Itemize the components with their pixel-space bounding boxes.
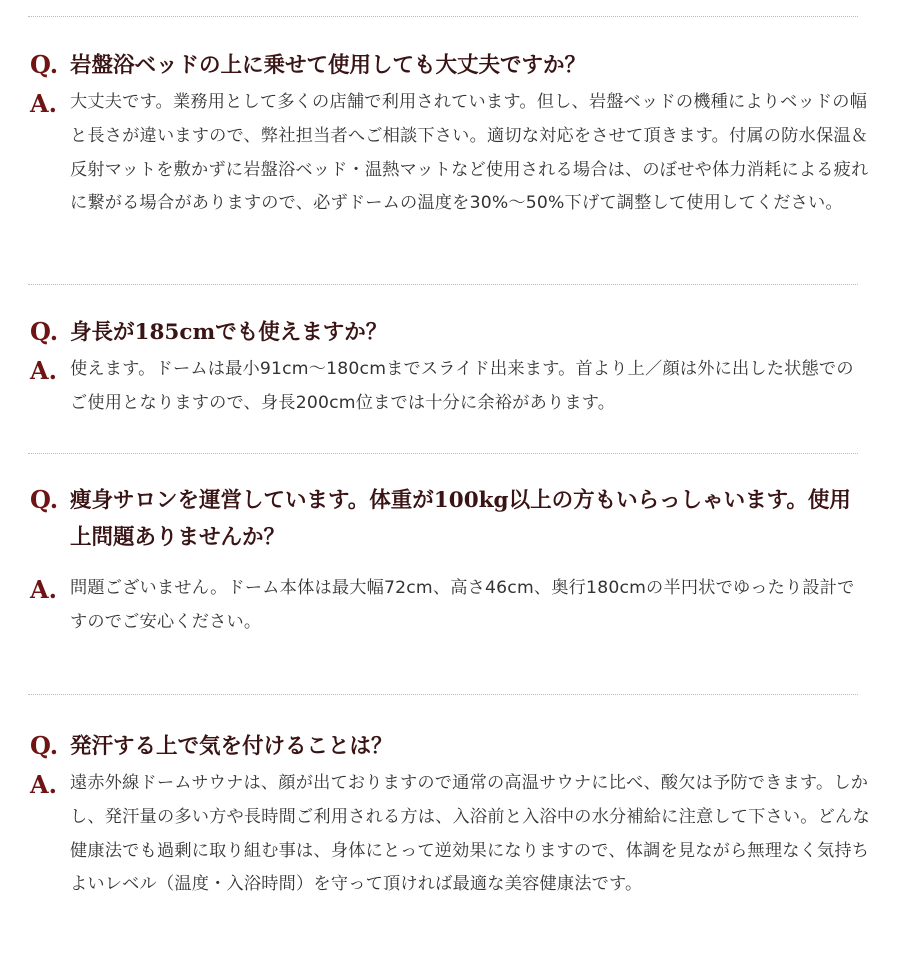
answer-marker: A.: [30, 575, 57, 604]
question-text: 痩身サロンを運営しています。体重が100kg以上の方もいらっしゃいます。使用上問題ありませんか？: [70, 488, 851, 550]
question-text: 発汗する上で気を付けることは？: [70, 734, 393, 759]
question-row: [0, 47, 900, 84]
question-marker: Q.: [30, 485, 59, 514]
question-row: [0, 314, 900, 351]
faq-item-2: [0, 314, 900, 421]
answer-text: 問題ございません。ドーム本体は最大幅72cm、高さ46cm、奥行180cmの半円状でゆったり設計ですのでご安心ください。: [70, 578, 855, 632]
faq-item-1: [0, 47, 900, 221]
question-marker: Q.: [30, 317, 59, 346]
divider: [28, 694, 858, 695]
answer-marker: A.: [30, 89, 57, 118]
divider: [28, 453, 858, 454]
answer-row: [0, 353, 900, 421]
question-marker: Q.: [30, 50, 59, 79]
answer-text: 大丈夫です。業務用として多くの店舗で利用されています。但し、岩盤ベッドの機種によりベッドの幅と長さが違いますので、弊社担当者へご相談下さい。適切な対応をさせて頂きます。付属の防水保温＆反射マットを敷かずに岩盤浴ベッド・温熱マットなど使用される場合は、のぼせや体力消耗による疲れに繋がる場合がありますので、必ずドームの温度を30%～50%下げて調整して使用してください。: [70, 92, 869, 214]
question-row: [0, 482, 900, 556]
answer-row: [0, 86, 900, 221]
answer-row: [0, 572, 900, 640]
answer-text: 遠赤外線ドームサウナは、顔が出ておりますので通常の高温サウナに比べ、酸欠は予防できます。しかし、発汗量の多い方や長時間ご利用される方は、入浴前と入浴中の水分補給に注意して下さい。どんな健康法でも過剰に取り組む事は、身体にとって逆効果になりますので、体調を見ながら無理なく気持ちよいレベル（温度・入浴時間）を守って頂ければ最適な美容健康法です。: [70, 773, 870, 895]
question-text: 岩盤浴ベッドの上に乗せて使用しても大丈夫ですか？: [70, 53, 587, 78]
answer-marker: A.: [30, 770, 57, 799]
divider: [28, 16, 858, 17]
answer-marker: A.: [30, 356, 57, 385]
faq-item-3: [0, 482, 900, 640]
faq-item-4: [0, 728, 900, 902]
divider: [28, 284, 858, 285]
answer-text: 使えます。ドームは最小91cm～180cmまでスライド出来ます。首より上／顔は外に出した状態でのご使用となりますので、身長200cm位までは十分に余裕があります。: [70, 359, 854, 413]
answer-row: [0, 767, 900, 902]
question-row: [0, 728, 900, 765]
question-marker: Q.: [30, 731, 59, 760]
question-text: 身長が185cmでも使えますか？: [70, 320, 388, 345]
